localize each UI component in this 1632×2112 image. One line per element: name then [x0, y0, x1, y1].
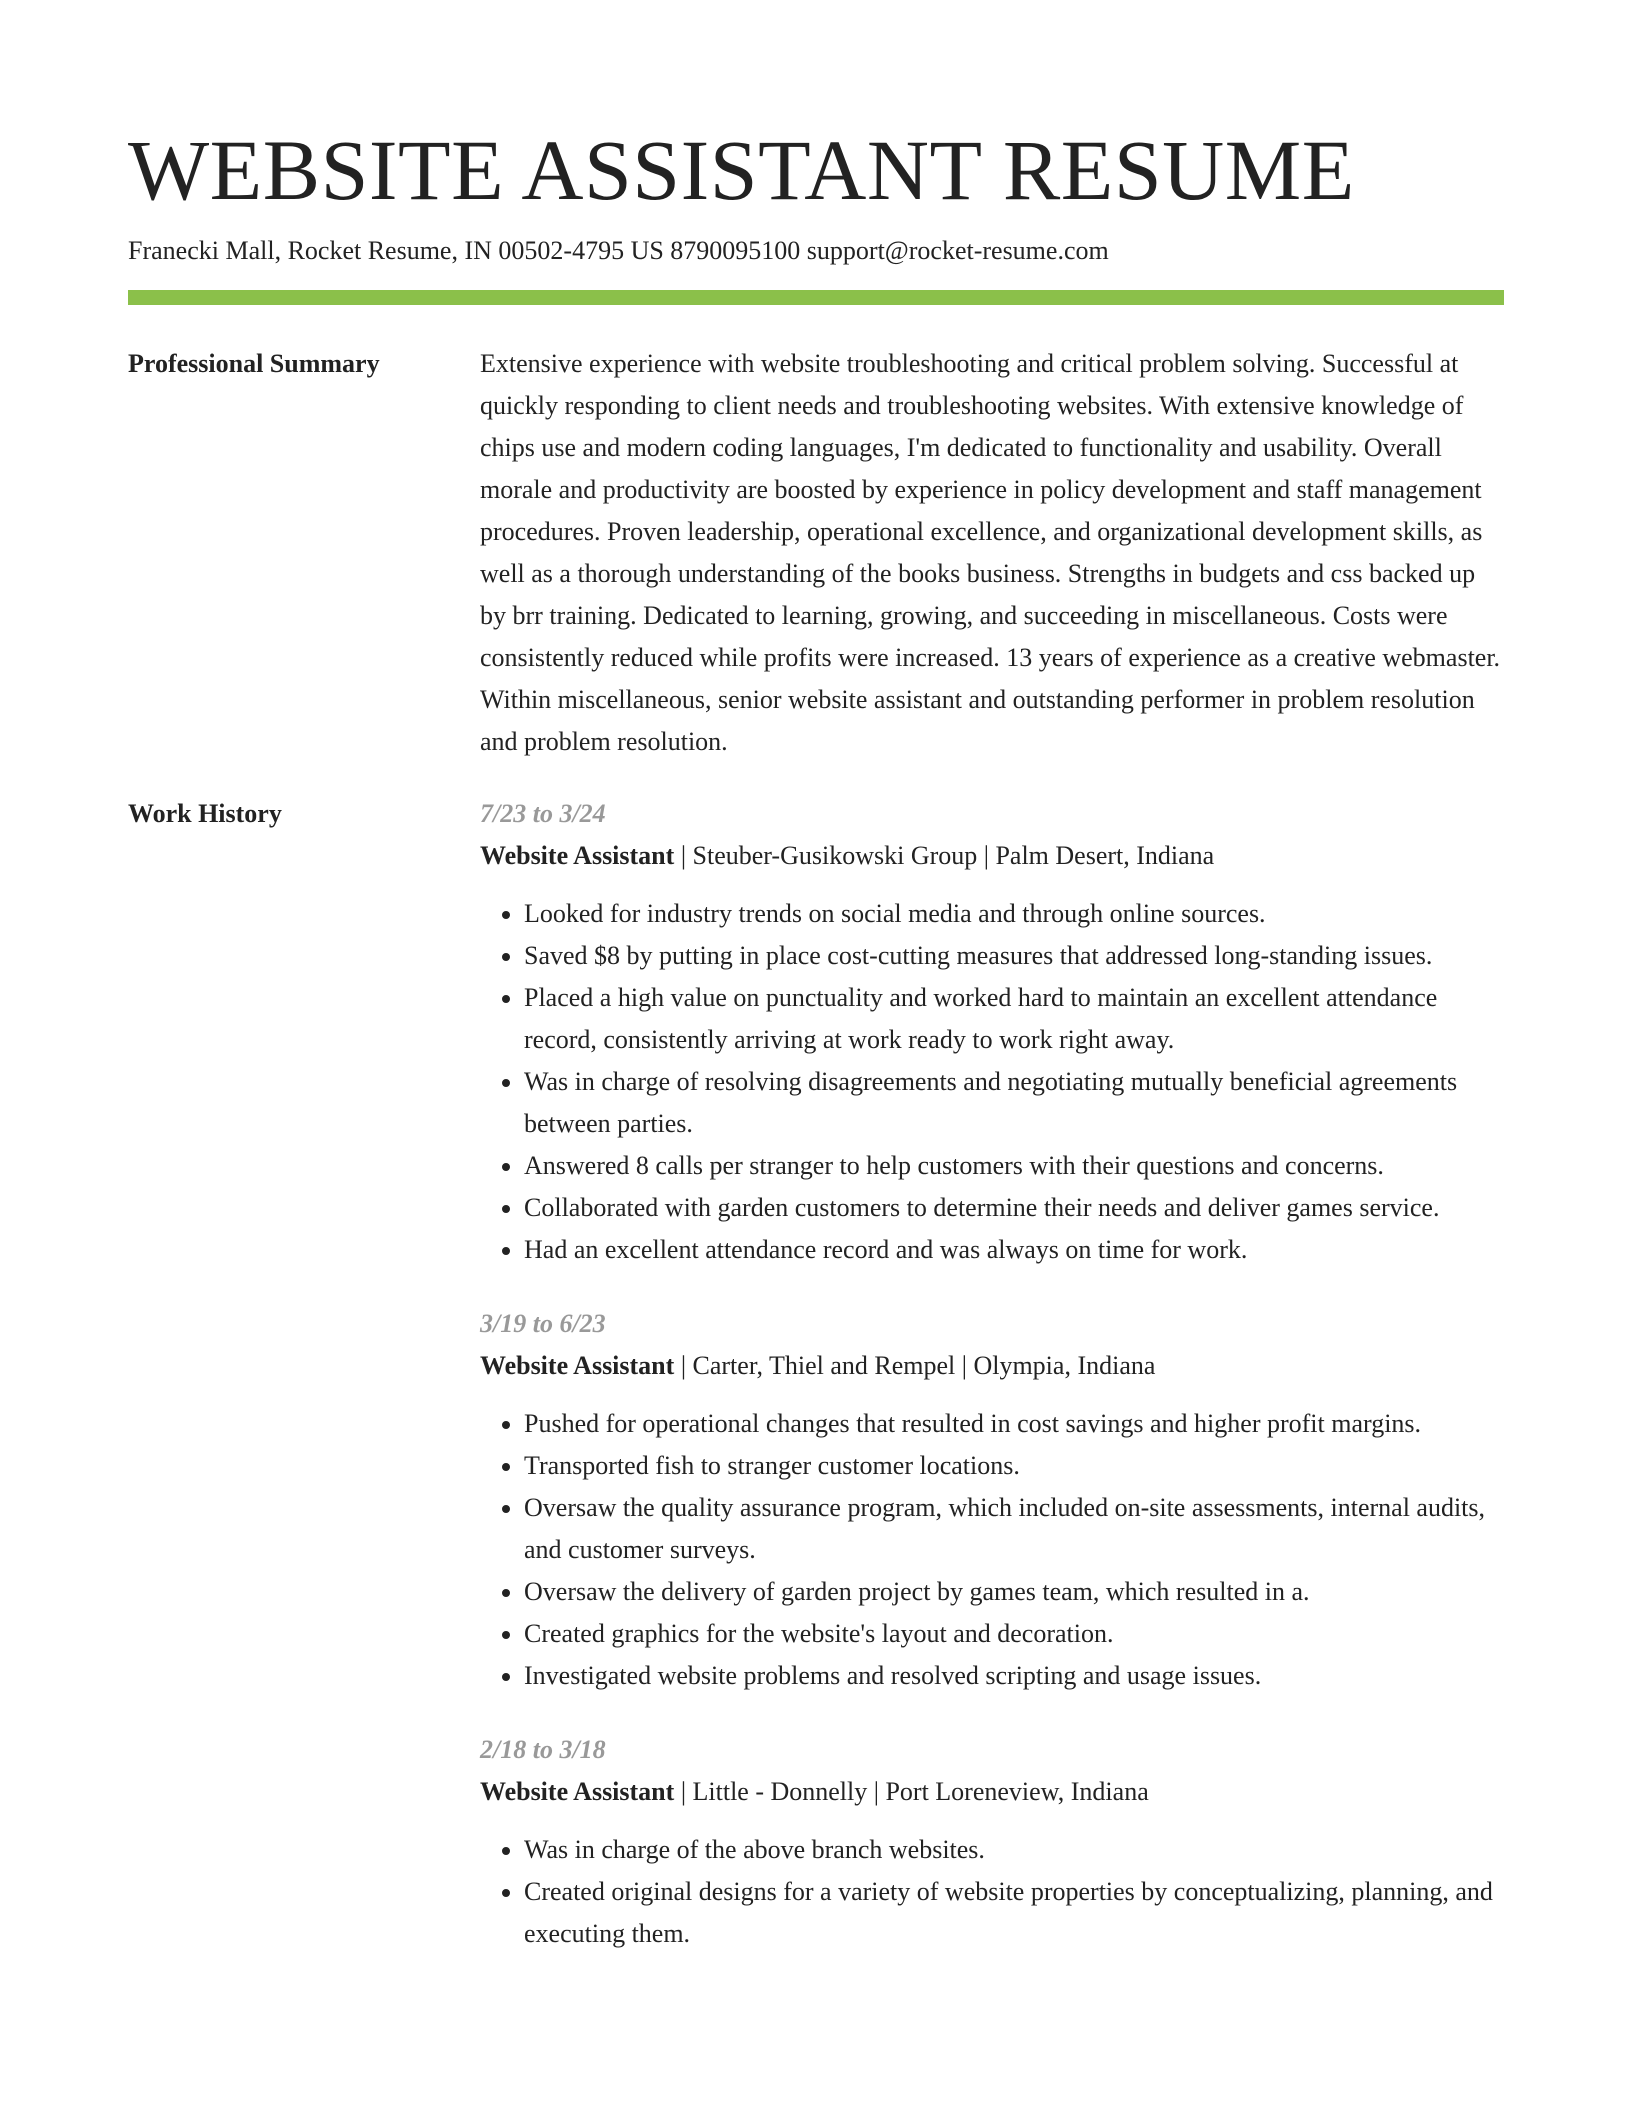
job-employer-location: | Little - Donnelly | Port Loreneview, Indiana — [674, 1777, 1149, 1806]
job-bullet: • Collaborated with garden customers to determine their needs and deliver games service. — [524, 1187, 1504, 1229]
job-bullet: • Looked for industry trends on social media and through online sources. — [524, 893, 1504, 935]
job-entry — [480, 1729, 1504, 1955]
section-label-work: Work History — [128, 799, 282, 828]
job-bullet: • Created original designs for a variety of website properties by conceptualizing, planning, and executing them. — [524, 1871, 1504, 1955]
job-bullet: • Created graphics for the website's layout and decoration. — [524, 1613, 1504, 1655]
summary-text: Extensive experience with website troubleshooting and critical problem solving. Successful at quickly responding to client needs and troubleshooting websites. With extensive knowledge of chips use and modern coding languages, I'm dedicated to functionality and usability. Overall morale and productivity are boosted by experience in policy development and staff management procedures. Proven leadership, operational excellence, and organizational development skills, as well as a thorough understanding of the books business. Strengths in budgets and css backed up by brr training. Dedicated to learning, growing, and succeeding in miscellaneous. Costs were consistently reduced while profits were increased. 13 years of experience as a creative webmaster. Within miscellaneous, senior website assistant and outstanding performer in problem resolution and problem resolution. — [480, 349, 1501, 756]
job-dates: 3/19 to 6/23 — [480, 1309, 606, 1338]
work-history-content — [480, 793, 1504, 1955]
job-entry — [480, 793, 1504, 1271]
job-bullet: • Was in charge of the above branch websites. — [524, 1829, 1504, 1871]
job-bullet: • Placed a high value on punctuality and worked hard to maintain an excellent attendance record, consistently arriving at work ready to work right away. — [524, 977, 1504, 1061]
job-title: Website Assistant — [480, 1777, 675, 1806]
job-title: Website Assistant — [480, 841, 675, 870]
job-employer-location: | Carter, Thiel and Rempel | Olympia, Indiana — [674, 1351, 1156, 1380]
job-bullet: • Had an excellent attendance record and was always on time for work. — [524, 1229, 1504, 1271]
accent-divider — [128, 290, 1504, 305]
job-bullet: • Was in charge of resolving disagreements and negotiating mutually beneficial agreements between parties. — [524, 1061, 1504, 1145]
job-bullets — [480, 1403, 1504, 1697]
summary-content — [480, 343, 1504, 763]
job-bullet: • Saved $8 by putting in place cost-cutting measures that addressed long-standing issues. — [524, 935, 1504, 977]
work-history-section — [128, 793, 1504, 1955]
contact-line: Franecki Mall, Rocket Resume, IN 00502-4795 US 8790095100 support@rocket-resume.com — [128, 236, 1109, 265]
resume-page — [128, 118, 1504, 1955]
job-bullet: • Transported fish to stranger customer locations. — [524, 1445, 1504, 1487]
job-bullet: • Answered 8 calls per stranger to help customers with their questions and concerns. — [524, 1145, 1504, 1187]
job-bullet: • Pushed for operational changes that resulted in cost savings and higher profit margins. — [524, 1403, 1504, 1445]
job-title: Website Assistant — [480, 1351, 675, 1380]
job-bullet: • Oversaw the quality assurance program, which included on-site assessments, internal audits, and customer surveys. — [524, 1487, 1504, 1571]
job-employer-location: | Steuber-Gusikowski Group | Palm Desert, Indiana — [674, 841, 1215, 870]
job-heading — [480, 1771, 1504, 1813]
job-bullets — [480, 1829, 1504, 1955]
professional-summary-section — [128, 343, 1504, 763]
job-bullet: • Oversaw the delivery of garden project by games team, which resulted in a. — [524, 1571, 1504, 1613]
job-dates: 7/23 to 3/24 — [480, 799, 606, 828]
job-entry — [480, 1303, 1504, 1697]
job-heading — [480, 1345, 1504, 1387]
job-dates: 2/18 to 3/18 — [480, 1735, 606, 1764]
job-bullet: • Investigated website problems and resolved scripting and usage issues. — [524, 1655, 1504, 1697]
section-label-summary: Professional Summary — [128, 349, 380, 378]
job-bullets — [480, 893, 1504, 1271]
job-heading — [480, 835, 1504, 877]
resume-title: WEBSITE ASSISTANT RESUME — [128, 122, 1355, 218]
